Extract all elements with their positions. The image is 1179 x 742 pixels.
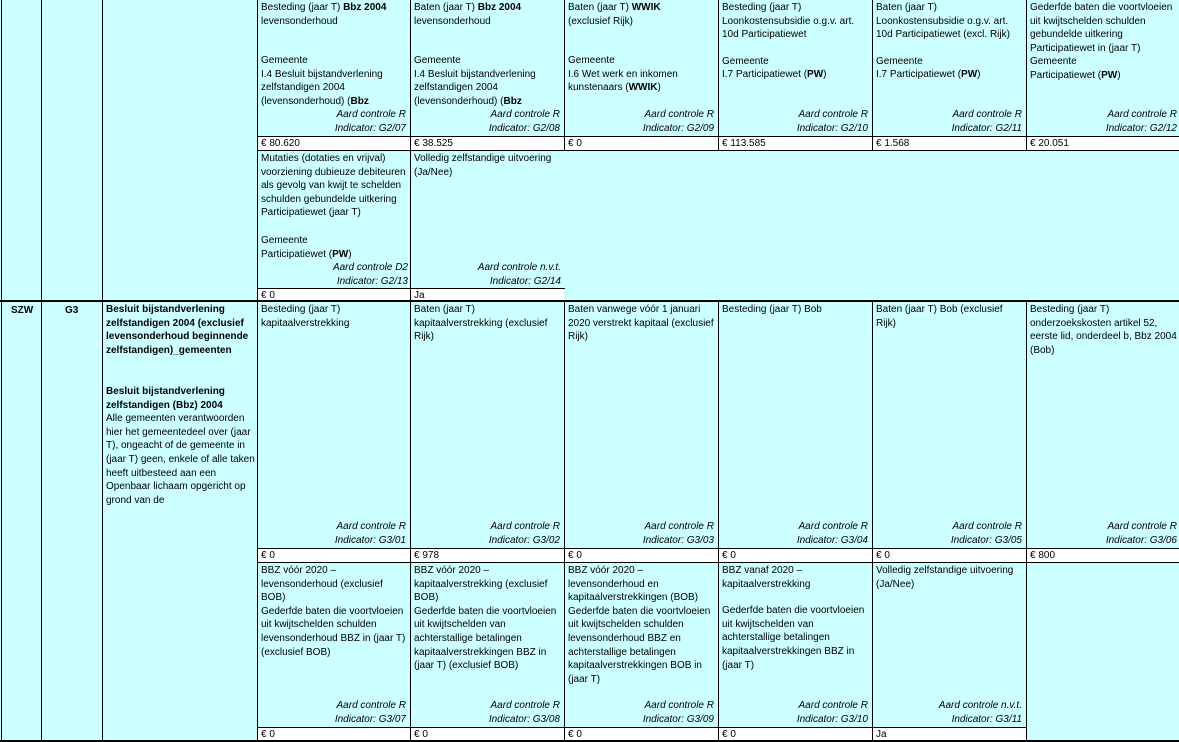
cell-description: Gederfde baten die voortvloeien uit kwijtschelden schulden levensonderhoud BBZ in (jaar T) (exclusief BOB) <box>261 605 406 658</box>
regulation-text: I.4 Besluit bijstandverlening zelfstandigen 2004 (levensonderhoud) (Bbz <box>414 68 536 107</box>
cell-heading: BBZ vóór 2020 – kapitaalverstrekking (exclusief BOB) <box>414 565 548 604</box>
g3-11-cell[interactable] <box>873 563 1026 685</box>
g2-09-control: Aard controle R Indicator: G2/09 <box>642 109 714 134</box>
g3-01-cell[interactable] <box>258 302 410 520</box>
grid-line <box>1 0 2 742</box>
g3-02-control: Aard controle R Indicator: G3/02 <box>488 521 560 546</box>
cell-description: levensonderhoud <box>414 15 491 27</box>
g2-13-cell[interactable] <box>258 151 410 261</box>
g2-08-control: Aard controle R Indicator: G2/08 <box>488 109 560 134</box>
gemeente-label: Gemeente <box>876 55 923 67</box>
g3-07-cell[interactable] <box>258 563 410 685</box>
regulation-text: Participatiewet (PW) <box>261 248 352 260</box>
g3-01-control: Aard controle R Indicator: G3/01 <box>334 521 406 546</box>
cell-description: Volledig zelfstandige uitvoering (Ja/Nee) <box>414 153 552 178</box>
g3-06-cell[interactable] <box>1027 302 1179 520</box>
g2-14-control: Aard controle n.v.t. Indicator: G2/14 <box>477 262 561 287</box>
cell-description: Gederfde baten die voortvloeien uit kwijtschelden van achterstallige betalingen kapitaalverstrekkingen BBZ in (jaar T) <box>722 605 865 671</box>
g3-03-value[interactable]: € 0 <box>565 549 718 562</box>
cell-title: Besteding (jaar T) <box>722 2 802 13</box>
g3-04-cell[interactable] <box>719 302 872 520</box>
gemeente-label: Gemeente <box>261 55 308 67</box>
cell-description: Loonkostensubsidie o.g.v. art. 10d Participatiewet (excl. Rijk) <box>876 15 1010 41</box>
g3-04-value[interactable]: € 0 <box>719 549 872 562</box>
g2-11-control: Aard controle R Indicator: G2/11 <box>951 109 1022 134</box>
cell-description: Baten vanwege vóór 1 januari 2020 verstrekt kapitaal (exclusief Rijk) <box>568 304 714 343</box>
cell-description: Besteding (jaar T) onderzoekskosten artikel 52, eerste lid, onderdeel b, Bbz 2004 (Bob) <box>1030 304 1177 356</box>
g3-05-control: Aard controle R Indicator: G3/05 <box>950 521 1022 546</box>
cell-description: Baten (jaar T) Bob (exclusief Rijk) <box>876 304 1003 329</box>
cell-description: Gederfde baten die voortvloeien uit kwijtschelden schulden levensonderhoud BBZ en achterstallige betalingen kapitaalverstrekkingen BOB in (jaar T) <box>568 605 711 685</box>
cell-description: (exclusief Rijk) <box>568 15 634 27</box>
g3-08-value[interactable]: € 0 <box>411 728 564 740</box>
cell-heading: BBZ vóór 2020 – levensonderhoud (exclusief BOB) <box>261 565 383 604</box>
g2-07-value[interactable]: € 80.620 <box>258 137 410 150</box>
g3-02-value[interactable]: € 978 <box>411 549 564 562</box>
g3-09-cell[interactable] <box>565 563 718 685</box>
regulation-text: Participatiewet (PW) <box>1030 69 1121 81</box>
gemeente-label: Gemeente <box>261 235 308 246</box>
section-body: Alle gemeenten verantwoorden hier het gemeentedeel over (jaar T), ongeacht of de gemeente in (jaar T) geen, enkele of alle taken heeft uitbesteed aan een Openbaar lichaam opgericht op grond van de <box>106 413 255 506</box>
g3-09-control: Aard controle R Indicator: G3/09 <box>642 700 714 725</box>
gemeente-label: Gemeente <box>1030 56 1077 67</box>
g3-06-control: Aard controle R Indicator: G3/06 <box>1105 521 1177 546</box>
regulation-text: I.7 Participatiewet (PW) <box>876 69 981 81</box>
cell-description: Gederfde baten die voortvloeien uit kwijtschelden van achterstallige betalingen kapitaalverstrekkingen BBZ in (jaar T) (exclusief BOB) <box>414 605 557 672</box>
regulation-text: I.7 Participatiewet (PW) <box>722 69 827 81</box>
g2-10-control: Aard controle R Indicator: G2/10 <box>796 109 868 134</box>
cell-title: Gederfde baten die voortvloeien uit kwijtschelden schulden gebundelde uitkering Participatiewet in (jaar T) <box>1030 2 1173 54</box>
g3-10-value[interactable]: € 0 <box>719 728 872 740</box>
g2-08-value[interactable]: € 38.525 <box>411 137 564 150</box>
g2-10-value[interactable]: € 113.585 <box>719 137 872 150</box>
g2-09-value[interactable]: € 0 <box>565 137 718 150</box>
g2-13-value[interactable]: € 0 <box>258 289 410 300</box>
g3-06-value[interactable]: € 800 <box>1027 549 1179 562</box>
g2-12-value[interactable]: € 20.051 <box>1027 137 1179 150</box>
g3-07-control: Aard controle R Indicator: G3/07 <box>334 700 406 725</box>
grid-line <box>41 0 42 742</box>
cell-heading: BBZ vóór 2020 – levensonderhoud en kapitaalverstrekkingen (BOB) <box>568 565 699 604</box>
section-title: Besluit bijstandverlening zelfstandigen 2004 (exclusief levensonderhoud beginnende zelfstandigen)_gemeenten <box>106 304 249 356</box>
g3-09-value[interactable]: € 0 <box>565 728 718 740</box>
g2-12-control: Aard controle R Indicator: G2/12 <box>1105 109 1177 134</box>
g3-02-cell[interactable] <box>411 302 564 520</box>
cell-title: Baten (jaar T) WWIK <box>568 2 661 13</box>
gemeente-label: Gemeente <box>414 55 461 67</box>
g2-14-value[interactable]: Ja <box>411 289 564 300</box>
g2-13-control: Aard controle D2 Indicator: G2/13 <box>332 262 408 287</box>
cell-description: Mutaties (dotaties en vrijval) voorziening dubieuze debiteuren als gevolg van kwijt te schelden schulden gebundelde uitkering Participatiewet (jaar T) <box>261 153 406 219</box>
cell-title: Baten (jaar T) Bbz 2004 <box>414 2 522 13</box>
g3-04-control: Aard controle R Indicator: G3/04 <box>796 521 868 546</box>
cell-description: Besteding (jaar T) Bob <box>722 304 822 315</box>
g3-08-control: Aard controle R Indicator: G3/08 <box>488 700 560 725</box>
g2-14-cell[interactable] <box>411 151 564 261</box>
regulation-text: I.6 Wet werk en inkomen kunstenaars (WWIK) <box>568 68 678 94</box>
g3-08-cell[interactable] <box>411 563 564 685</box>
cell-title: Besteding (jaar T) Bbz 2004 <box>261 2 387 13</box>
g3-03-control: Aard controle R Indicator: G3/03 <box>642 521 714 546</box>
g2-07-control: Aard controle R Indicator: G2/07 <box>334 109 406 134</box>
g3-description-cell[interactable] <box>103 302 257 524</box>
g3-10-control: Aard controle R Indicator: G3/10 <box>796 700 868 725</box>
cell-description: Loonkostensubsidie o.g.v. art. 10d Participatiewet <box>722 15 855 41</box>
gemeente-label: Gemeente <box>722 55 769 67</box>
g3-10-cell[interactable] <box>719 563 872 685</box>
cell-heading: BBZ vanaf 2020 – kapitaalverstrekking <box>722 565 811 590</box>
g3-11-value[interactable]: Ja <box>873 728 1026 740</box>
g3-05-cell[interactable] <box>873 302 1026 520</box>
cell-heading: Volledig zelfstandige uitvoering (Ja/Nee) <box>876 565 1014 590</box>
g3-07-value[interactable]: € 0 <box>258 728 410 740</box>
cell-description: Besteding (jaar T) kapitaalverstrekking <box>261 304 350 329</box>
regulation-text: I.4 Besluit bijstandverlening zelfstandigen 2004 (levensonderhoud) (Bbz <box>261 68 383 107</box>
cell-description: levensonderhoud <box>261 15 338 27</box>
g3-05-value[interactable]: € 0 <box>873 549 1026 562</box>
cell-title: Baten (jaar T) <box>876 2 937 13</box>
g3-03-cell[interactable] <box>565 302 718 520</box>
ministry-code: SZW <box>11 305 34 316</box>
g3-01-value[interactable]: € 0 <box>258 549 410 562</box>
g3-11-control: Aard controle n.v.t. Indicator: G3/11 <box>938 700 1022 725</box>
g2-11-value[interactable]: € 1.568 <box>873 137 1026 150</box>
section-subtitle: Besluit bijstandverlening zelfstandigen (Bbz) 2004 <box>106 386 225 411</box>
gemeente-label: Gemeente <box>568 55 615 67</box>
section-code: G3 <box>65 305 79 316</box>
cell-description: Baten (jaar T) kapitaalverstrekking (exclusief Rijk) <box>414 304 548 343</box>
